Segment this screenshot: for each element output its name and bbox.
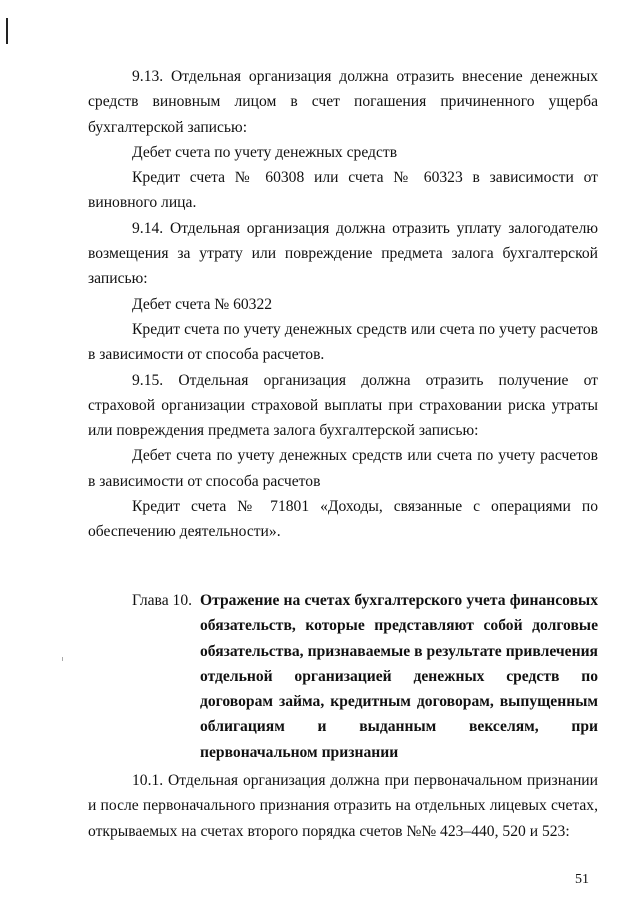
chapter-label: Глава 10.	[132, 592, 193, 609]
paragraph-credit-cash-settlements: Кредит счета по учету денежных средств или счета по учету расчетов в зависимости от способа расчетов.	[88, 320, 598, 364]
paragraph-9-14: 9.14. Отдельная организация должна отразить уплату залогодателю возмещения за утрату или повреждение предмета залога бухгалтерской записью:	[88, 219, 598, 288]
section-10-body	[88, 768, 598, 844]
scan-dust-mark	[62, 657, 63, 661]
paragraph-9-15: 9.15. Отдельная организация должна отразить получение от страховой организации страховой выплаты при страховании риска утраты или повреждения предмета залога бухгалтерской записью:	[88, 371, 598, 440]
paragraph-10-1: 10.1. Отдельная организация должна при первоначальном признании и после первоначального признания отразить на отдельных лицевых счетах, открываемых на счетах второго порядка счетов №№ 423–440, 520 и 523:	[88, 772, 598, 840]
paragraph-debit-cash-settlements: Дебет счета по учету денежных средств или счета по учету расчетов в зависимости от способа расчетов	[88, 447, 598, 490]
paragraph-debit-60322: Дебет счета № 60322	[132, 295, 273, 313]
paragraph-debit-cash: Дебет счета по учету денежных средств	[132, 143, 398, 161]
scan-margin-mark	[6, 18, 8, 44]
page-number: 51	[575, 872, 589, 887]
paragraph-9-13: 9.13. Отдельная организация должна отразить внесение денежных средств виновным лицом в счет погашения причиненного ущерба бухгалтерской записью:	[88, 68, 598, 136]
paragraph-credit-71801: Кредит счета № 71801 «Доходы, связанные с операциями по обеспечению деятельности».	[88, 498, 598, 541]
section-9-body	[88, 64, 598, 545]
chapter-title: Отражение на счетах бухгалтерского учета финансовых обязательств, которые представляют собой долговые обязательства, признаваемые в результате привлечения отдельной организацией денежных средств по договорам займа, кредитным договорам, выпущенным облигациям и выданным векселям, при первоначальном признании	[200, 592, 598, 761]
paragraph-credit-60308: Кредит счета № 60308 или счета № 60323 в зависимости от виновного лица.	[88, 169, 598, 212]
